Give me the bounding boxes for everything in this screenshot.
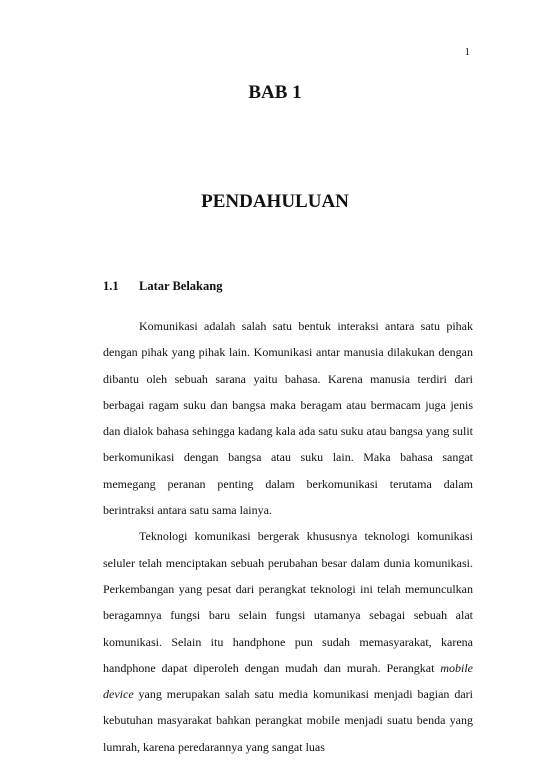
paragraph-2-italic-term: mobile device [103, 660, 473, 702]
section-heading [103, 279, 222, 294]
page-number: 1 [464, 46, 470, 58]
paragraph-2 [103, 523, 473, 760]
section-number: 1.1 [103, 279, 119, 293]
chapter-label: BAB 1 [248, 82, 302, 103]
body-text [103, 313, 473, 760]
paragraph-2-text-end: yang merupakan salah satu media komunikasi menjadi bagian dari kebutuhan masyarakat bahkan perangkat mobile menjadi suatu benda yang lumrah, karena peredarannya yang sangat luas [103, 687, 473, 754]
paragraph-1: Komunikasi adalah salah satu bentuk interaksi antara satu pihak dengan pihak yang pihak lain. Komunikasi antar manusia dilakukan dengan dibantu oleh sebuah sarana yaitu bahasa. Karena manusia terdiri dari berbagai ragam suku dan bangsa maka beragam atau bermacam juga jenis dan dialok bahasa sehingga kadang kala ada satu suku atau bangsa yang sulit berkomunikasi dengan bangsa atau suku lain. Maka bahasa sangat memegang peranan penting dalam berkomunikasi terutama dalam berintraksi antara satu sama lainya. [103, 319, 473, 518]
chapter-title: PENDAHULUAN [201, 191, 349, 212]
section-title: Latar Belakang [139, 279, 223, 293]
paragraph-2-text-start: Teknologi komunikasi bergerak khususnya teknologi komunikasi seluler telah menciptakan sebuah perubahan besar dalam dunia komunikasi. Perkembangan yang pesat dari perangkat teknologi ini telah memunculkan beragamnya fungsi baru selain fungsi utamanya sebagai sebuah alat komunikasi. Selain itu handphone pun sudah memasyarakat, karena handphone dapat diperoleh dengan mudah dan murah. Perangkat [103, 529, 473, 675]
